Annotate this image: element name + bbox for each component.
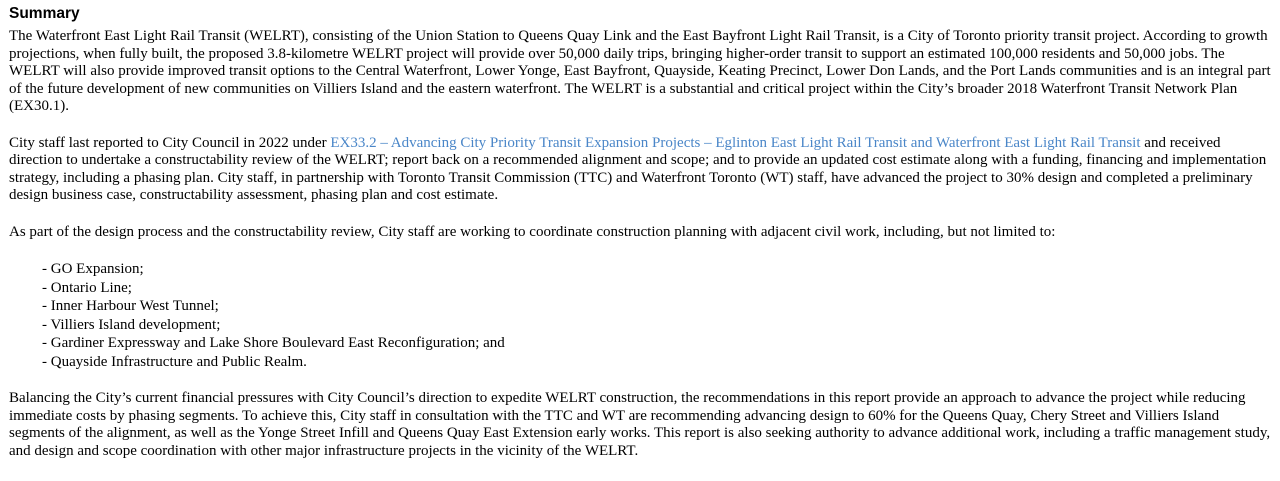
paragraph-council-direction-before-link: City staff last reported to City Council in 2022 under <box>9 134 331 151</box>
paragraph-recommendations: Balancing the City’s current financial pressures with City Council’s direction to expedite WELRT construction, the recommendations in this report provide an approach to advance the project while reducing immediate costs by phasing segments. To achieve this, City staff in consultation with the TTC and WT are recommending advancing design to 60% for the Queens Quay, Chery Street and Villiers Island segments of the alignment, as well as the Yonge Street Infill and Queens Quay East Extension early works. This report is also seeking authority to advance additional work, including a traffic management study, and design and scope coordination with other major infrastructure projects in the vicinity of the WELRT. <box>9 390 1271 459</box>
list-item-ontario-line: - Ontario Line; <box>42 279 132 296</box>
paragraph-council-direction-after-link: and received direction to undertake a constructability review of the WELRT; report back on a recommended alignment and scope; and to provide an updated cost estimate along with a funding, financing and implementation strategy, including a phasing plan. City staff, in partnership with Toronto Transit Commission (TTC) and Waterfront Toronto (WT) staff, have advanced the project to 30% design and completed a preliminary design business case, constructability assessment, phasing plan and cost estimate. <box>9 134 1267 203</box>
summary-heading: Summary <box>9 5 80 22</box>
list-item-villiers-island-development: - Villiers Island development; <box>42 316 221 333</box>
ex33-2-report-link[interactable]: EX33.2 – Advancing City Priority Transit Expansion Projects – Eglinton East Light Rail Transit and Waterfront East Light Rail Transit <box>330 134 1141 151</box>
list-item-inner-harbour-west-tunnel: - Inner Harbour West Tunnel; <box>42 298 219 314</box>
paragraph-coordination-intro: As part of the design process and the constructability review, City staff are working to coordinate construction planning with adjacent civil work, including, but not limited to: <box>9 223 1056 240</box>
adjacent-civil-work-list <box>9 260 1272 371</box>
list-item-quayside-infrastructure: - Quayside Infrastructure and Public Realm. <box>42 353 307 370</box>
list-item-gardiner-lakeshore-reconfiguration: - Gardiner Expressway and Lake Shore Boulevard East Reconfiguration; and <box>42 335 505 351</box>
paragraph-council-direction <box>9 135 1272 205</box>
paragraph-welrt-overview: The Waterfront East Light Rail Transit (WELRT), consisting of the Union Station to Queens Quay Link and the East Bayfront Light Rail Transit, is a City of Toronto priority transit project. According to growth projections, when fully built, the proposed 3.8-kilometre WELRT project will provide over 50,000 daily trips, bringing higher-order transit to support an estimated 100,000 residents and 50,000 jobs. The WELRT will also provide improved transit options to the Central Waterfront, Lower Yonge, East Bayfront, Quayside, Keating Precinct, Lower Don Lands, and the Port Lands communities and is an integral part of the future development of new communities on Villiers Island and the eastern waterfront. The WELRT is a substantial and critical project within the City’s broader 2018 Waterfront Transit Network Plan (EX30.1). <box>9 28 1271 114</box>
list-item-go-expansion: - GO Expansion; <box>42 261 144 277</box>
